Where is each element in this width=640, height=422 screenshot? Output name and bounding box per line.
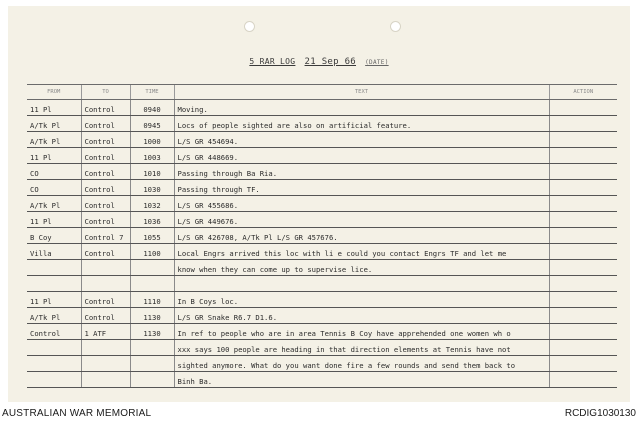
cell-from: 11 Pl	[27, 100, 81, 116]
cell-from: CO	[27, 164, 81, 180]
table-row	[27, 212, 617, 228]
table-row	[27, 100, 617, 116]
cell-time	[130, 260, 174, 276]
cell-action	[549, 132, 617, 148]
table-row	[27, 196, 617, 212]
cell-from: A/Tk Pl	[27, 132, 81, 148]
cell-to: Control	[81, 196, 130, 212]
cell-time: 1130	[130, 308, 174, 324]
table-row	[27, 164, 617, 180]
cell-to: Control	[81, 308, 130, 324]
column-header-action: ACTION	[549, 85, 617, 100]
cell-from: A/Tk Pl	[27, 196, 81, 212]
cell-to: Control	[81, 292, 130, 308]
cell-text: In B Coys loc.	[174, 292, 549, 308]
cell-action	[549, 356, 617, 372]
table-row	[27, 260, 617, 276]
cell-time: 1055	[130, 228, 174, 244]
cell-to	[81, 356, 130, 372]
cell-time: 1010	[130, 164, 174, 180]
cell-text: L/S GR 455686.	[174, 196, 549, 212]
cell-time: 1110	[130, 292, 174, 308]
cell-to: Control	[81, 116, 130, 132]
cell-time: 1130	[130, 324, 174, 340]
log-table-body	[27, 100, 617, 388]
table-row	[27, 244, 617, 260]
cell-action	[549, 244, 617, 260]
cell-text: L/S GR 449676.	[174, 212, 549, 228]
cell-from	[27, 276, 81, 292]
log-sheet	[8, 6, 630, 402]
cell-to	[81, 260, 130, 276]
cell-action	[549, 164, 617, 180]
cell-time	[130, 372, 174, 388]
table-row	[27, 228, 617, 244]
punch-hole-right	[390, 21, 401, 32]
cell-to: Control	[81, 244, 130, 260]
table-row	[27, 180, 617, 196]
table-row	[27, 308, 617, 324]
log-unit: 5 RAR LOG	[249, 57, 296, 66]
cell-from: Villa	[27, 244, 81, 260]
cell-time: 0940	[130, 100, 174, 116]
cell-to	[81, 276, 130, 292]
cell-from: 11 Pl	[27, 148, 81, 164]
cell-text: L/S GR 448669.	[174, 148, 549, 164]
cell-time: 1036	[130, 212, 174, 228]
cell-to: Control	[81, 132, 130, 148]
cell-action	[549, 148, 617, 164]
cell-time	[130, 276, 174, 292]
cell-action	[549, 180, 617, 196]
cell-text: L/S GR 426708, A/Tk Pl L/S GR 457676.	[174, 228, 549, 244]
punch-hole-left	[244, 21, 255, 32]
cell-from: A/Tk Pl	[27, 116, 81, 132]
table-row	[27, 356, 617, 372]
cell-time: 1030	[130, 180, 174, 196]
table-row	[27, 292, 617, 308]
column-header-from: FROM	[27, 85, 81, 100]
cell-to: 1 ATF	[81, 324, 130, 340]
cell-from: B Coy	[27, 228, 81, 244]
cell-to: Control	[81, 164, 130, 180]
cell-action	[549, 340, 617, 356]
cell-text: Moving.	[174, 100, 549, 116]
table-row	[27, 372, 617, 388]
cell-from	[27, 356, 81, 372]
cell-text: In ref to people who are in area Tennis B Coy have apprehended one women wh o	[174, 324, 549, 340]
cell-text: Locs of people sighted are also on artificial feature.	[174, 116, 549, 132]
cell-text: Passing through TF.	[174, 180, 549, 196]
cell-action	[549, 324, 617, 340]
cell-text: L/S GR Snake R6.7 D1.6.	[174, 308, 549, 324]
cell-action	[549, 372, 617, 388]
cell-action	[549, 116, 617, 132]
column-header-text: TEXT	[174, 85, 549, 100]
footer-reference: RCDIG1030130	[564, 408, 636, 419]
cell-to: Control	[81, 100, 130, 116]
cell-time	[130, 356, 174, 372]
cell-time: 1100	[130, 244, 174, 260]
log-table-header	[27, 85, 617, 100]
column-header-to: TO	[81, 85, 130, 100]
cell-from	[27, 340, 81, 356]
cell-text: xxx says 100 people are heading in that direction elements at Tennis have not	[174, 340, 549, 356]
cell-time: 1032	[130, 196, 174, 212]
cell-action	[549, 100, 617, 116]
cell-from: CO	[27, 180, 81, 196]
cell-text: Binh Ba.	[174, 372, 549, 388]
cell-action	[549, 212, 617, 228]
cell-from	[27, 260, 81, 276]
cell-time: 0945	[130, 116, 174, 132]
cell-from: 11 Pl	[27, 292, 81, 308]
table-row	[27, 276, 617, 292]
table-row	[27, 324, 617, 340]
cell-action	[549, 196, 617, 212]
cell-time: 1003	[130, 148, 174, 164]
cell-text: L/S GR 454694.	[174, 132, 549, 148]
cell-to: Control	[81, 180, 130, 196]
column-header-time: TIME	[130, 85, 174, 100]
cell-action	[549, 292, 617, 308]
cell-time	[130, 340, 174, 356]
cell-action	[549, 308, 617, 324]
cell-text: Local Engrs arrived this loc with li e could you contact Engrs TF and let me	[174, 244, 549, 260]
table-row	[27, 340, 617, 356]
cell-from: 11 Pl	[27, 212, 81, 228]
cell-action	[549, 228, 617, 244]
log-date: 21 Sep 66	[304, 57, 357, 67]
cell-text: know when they can come up to supervise lice.	[174, 260, 549, 276]
cell-text	[174, 276, 549, 292]
footer-institution: AUSTRALIAN WAR MEMORIAL	[2, 408, 152, 419]
table-row	[27, 148, 617, 164]
log-header	[8, 57, 630, 67]
cell-from: A/Tk Pl	[27, 308, 81, 324]
cell-from: Control	[27, 324, 81, 340]
cell-text: Passing through Ba Ria.	[174, 164, 549, 180]
log-table	[27, 84, 617, 388]
table-row	[27, 132, 617, 148]
cell-action	[549, 276, 617, 292]
cell-text: sighted anymore. What do you want done fire a few rounds and send them back to	[174, 356, 549, 372]
cell-to: Control	[81, 148, 130, 164]
table-row	[27, 116, 617, 132]
cell-time: 1000	[130, 132, 174, 148]
cell-to	[81, 372, 130, 388]
cell-to: Control 7	[81, 228, 130, 244]
cell-to	[81, 340, 130, 356]
cell-from	[27, 372, 81, 388]
cell-action	[549, 260, 617, 276]
cell-to: Control	[81, 212, 130, 228]
log-date-label: (DATE)	[365, 59, 389, 66]
